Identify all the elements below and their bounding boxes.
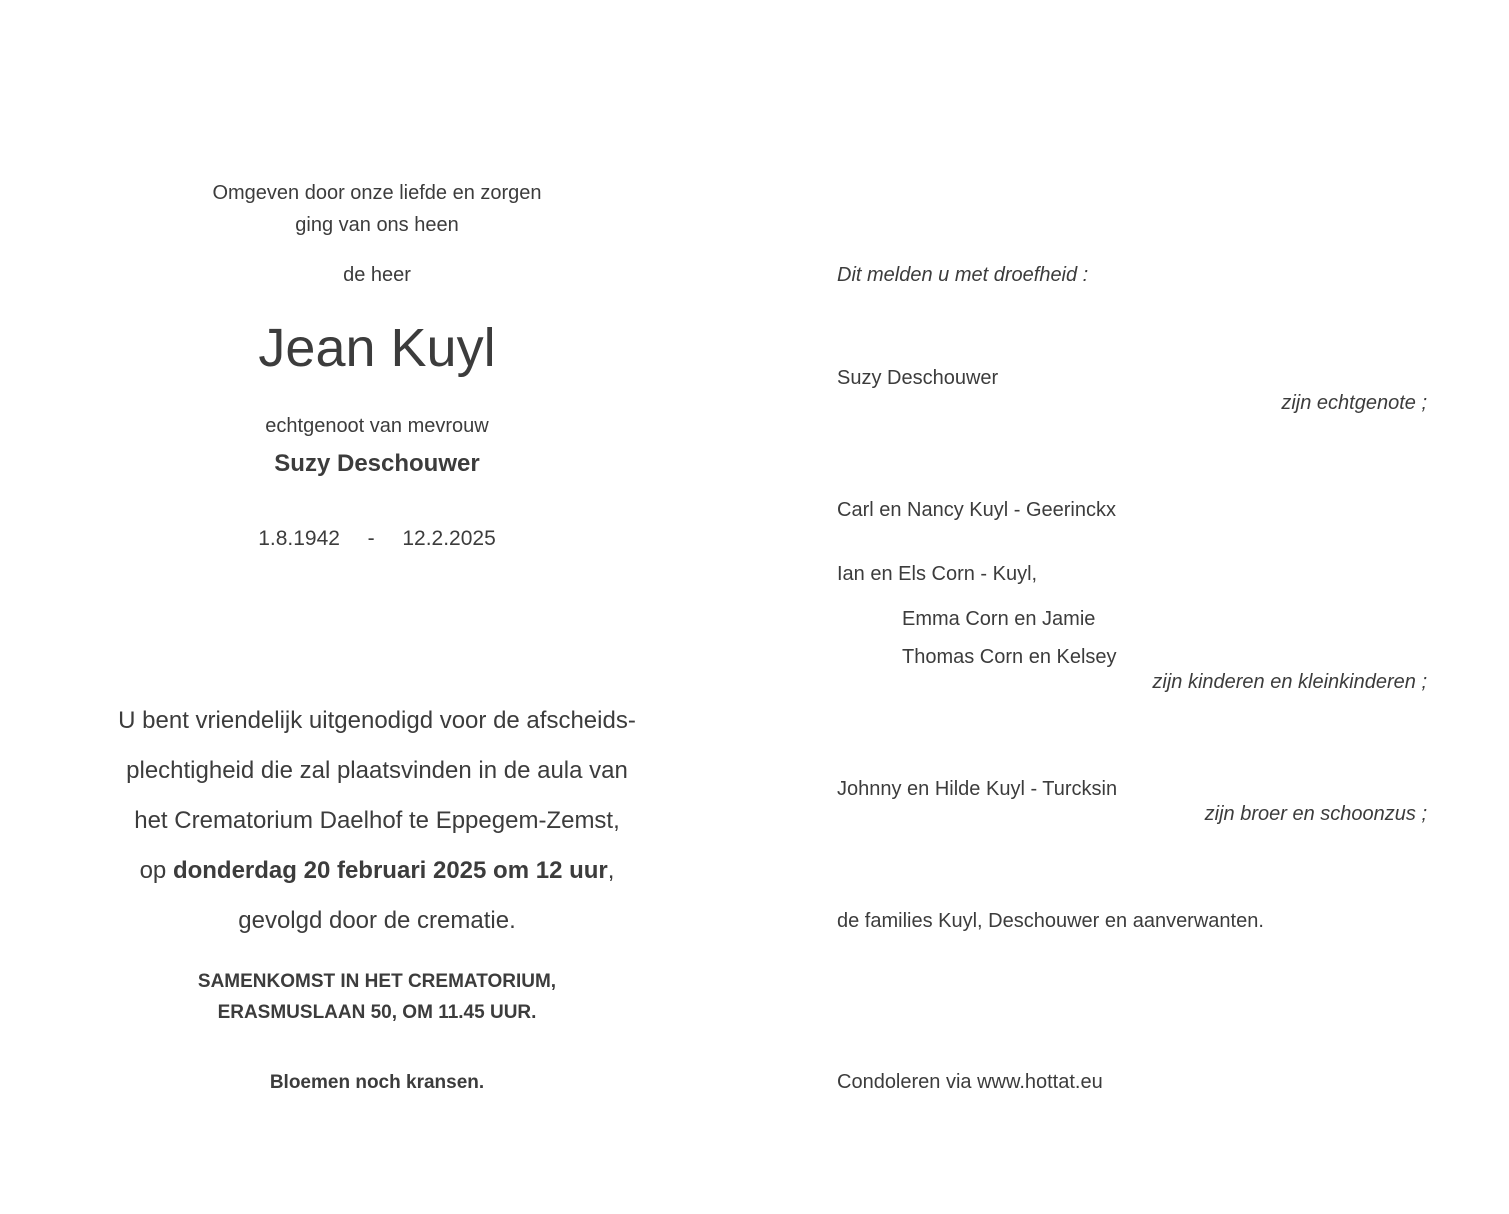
mourner-spouse: Suzy Deschouwer: [837, 367, 999, 389]
invitation-line-3: het Crematorium Daelhof te Eppegem-Zemst,: [134, 807, 620, 834]
invitation-date-suffix: ,: [607, 857, 615, 884]
announcement-line: Dit melden u met droefheid :: [837, 264, 1089, 286]
mourner-child-2: Ian en Els Corn - Kuyl,: [837, 563, 1038, 585]
relation-sibling: zijn broer en schoonzus ;: [1204, 803, 1427, 825]
relation-spouse: zijn echtgenote ;: [1281, 392, 1427, 414]
spouse-name: Suzy Deschouwer: [274, 450, 480, 477]
mourner-child-1: Carl en Nancy Kuyl - Geerinckx: [837, 499, 1116, 521]
deceased-name: Jean Kuyl: [258, 318, 496, 378]
invitation-line-1: U bent vriendelijk uitgenodigd voor de afscheids-: [118, 707, 636, 734]
life-dates: [57, 527, 697, 551]
invitation-line-5: gevolgd door de crematie.: [238, 907, 516, 934]
intro-line-1: Omgeven door onze liefde en zorgen: [212, 182, 542, 204]
mourner-grandchild-1: Emma Corn en Jamie: [902, 608, 1096, 630]
invitation-line-2: plechtigheid die zal plaatsvinden in de aula van: [126, 757, 628, 784]
intro-text: [57, 177, 697, 241]
relation-children: zijn kinderen en kleinkinderen ;: [1152, 671, 1427, 693]
mourner-sibling: Johnny en Hilde Kuyl - Turcksin: [837, 778, 1118, 800]
flowers-note: Bloemen noch kransen.: [269, 1072, 485, 1093]
title-label: de heer: [343, 264, 411, 286]
death-date: 12.2.2025: [402, 527, 496, 550]
gathering-line-2: ERASMUSLAAN 50, OM 11.45 UUR.: [217, 1002, 537, 1023]
mourner-families: de families Kuyl, Deschouwer en aanverwanten.: [837, 910, 1264, 932]
condolence-line: Condoleren via www.hottat.eu: [837, 1071, 1103, 1093]
gathering-line-1: SAMENKOMST IN HET CREMATORIUM,: [197, 971, 557, 992]
birth-date: 1.8.1942: [258, 527, 340, 550]
invitation-line-4: [57, 846, 697, 896]
invitation-date-prefix: op: [139, 857, 173, 884]
spouse-intro: echtgenoot van mevrouw: [265, 415, 489, 437]
intro-line-2: ging van ons heen: [295, 214, 459, 236]
mourner-grandchild-2: Thomas Corn en Kelsey: [902, 646, 1117, 668]
invitation-text: [57, 696, 697, 946]
date-separator: -: [367, 527, 375, 550]
gathering-notice: [57, 966, 697, 1028]
ceremony-datetime: donderdag 20 februari 2025 om 12 uur: [172, 857, 608, 884]
